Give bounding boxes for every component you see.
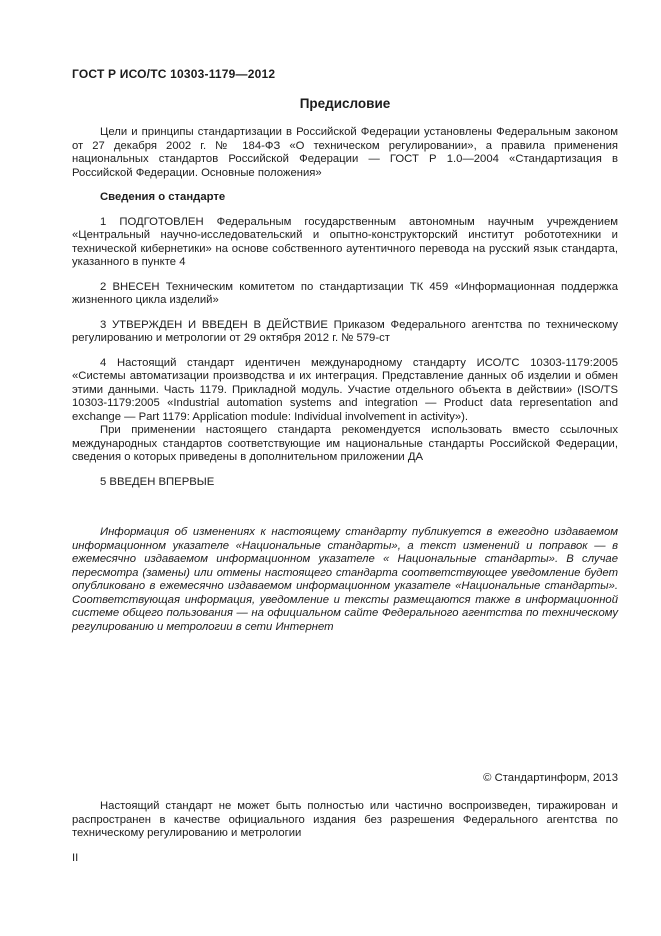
amendment-note: Информация об изменениях к настоящему стандарту публикуется в ежегодно издаваемом информационном указателе «Национальные стандарты», а текст изменений и поправок — в ежемесячно издаваемом информационном указателе « Национальные стандарты». В случае пересмотра (замены) или отмены настоящего стандарта соответствующее уведомление будет опубликовано в ежемесячно издаваемом информационном указателе «Национальные стандарты». Соответствующая информация, уведомление и тексты размещаются также в информационной системе общего пользования — на официальном сайте Федерального агентства по техническому регулированию и метрологии в сети Интернет	[72, 526, 618, 633]
standard-info-item-5: 5 ВВЕДЕН ВПЕРВЫЕ	[100, 475, 215, 488]
document-designation: ГОСТ Р ИСО/ТС 10303-1179—2012	[72, 67, 276, 81]
page-title: Предисловие	[299, 96, 391, 111]
page-number: II	[72, 852, 79, 864]
standard-info-item-4: 4 Настоящий стандарт идентичен международному стандарту ИСО/ТС 10303-1179:2005 «Системы автоматизации производства и их интеграция. Представление данных об изделии и обмен этими данными. Часть 1179. Прикладной модуль. Участие отдельного объекта в действии» (ISO/TS 10303-1179:2005 «Industrial automation systems and integration — Product data representation and exchange — Part 1179: Application module: Individual involvement in activity»).	[72, 356, 618, 423]
copyright-line: © Стандартинформ, 2013	[483, 772, 618, 784]
section-heading: Сведения о стандарте	[100, 191, 226, 203]
standard-info-item-4-continuation: При применении настоящего стандарта рекомендуется использовать вместо ссылочных международных стандартов соответствующие им национальные стандарты Российской Федерации, сведения о которых приведены в дополнительном приложении ДА	[72, 424, 618, 463]
intro-paragraph: Цели и принципы стандартизации в Российской Федерации установлены Федеральным законом от 27 декабря 2002 г. № 184-ФЗ «О техническом регулировании», а правила применения национальных стандартов Российской Федерации — ГОСТ Р 1.0—2004 «Стандартизация в Российской Федерации. Основные положения»	[72, 126, 618, 179]
standard-info-item-1: 1 ПОДГОТОВЛЕН Федеральным государственным автономным научным учреждением «Центральный научно-исследовательский и опытно-конструкторский институт робототехники и технической кибернетики» на основе собственного аутентичного перевода на русский язык стандарта, указанного в пункте 4	[72, 215, 618, 268]
standard-info-item-3: 3 УТВЕРЖДЕН И ВВЕДЕН В ДЕЙСТВИЕ Приказом Федерального агентства по техническому регулированию и метрологии от 29 октября 2012 г. № 579-ст	[72, 318, 618, 344]
standard-info-item-2: 2 ВНЕСЕН Техническим комитетом по стандартизации ТК 459 «Информационная поддержка жизненного цикла изделий»	[72, 280, 618, 306]
reproduction-restriction-note: Настоящий стандарт не может быть полностью или частично воспроизведен, тиражирован и распространен в качестве официального издания без разрешения Федерального агентства по техническому регулированию и метрологии	[72, 800, 618, 839]
